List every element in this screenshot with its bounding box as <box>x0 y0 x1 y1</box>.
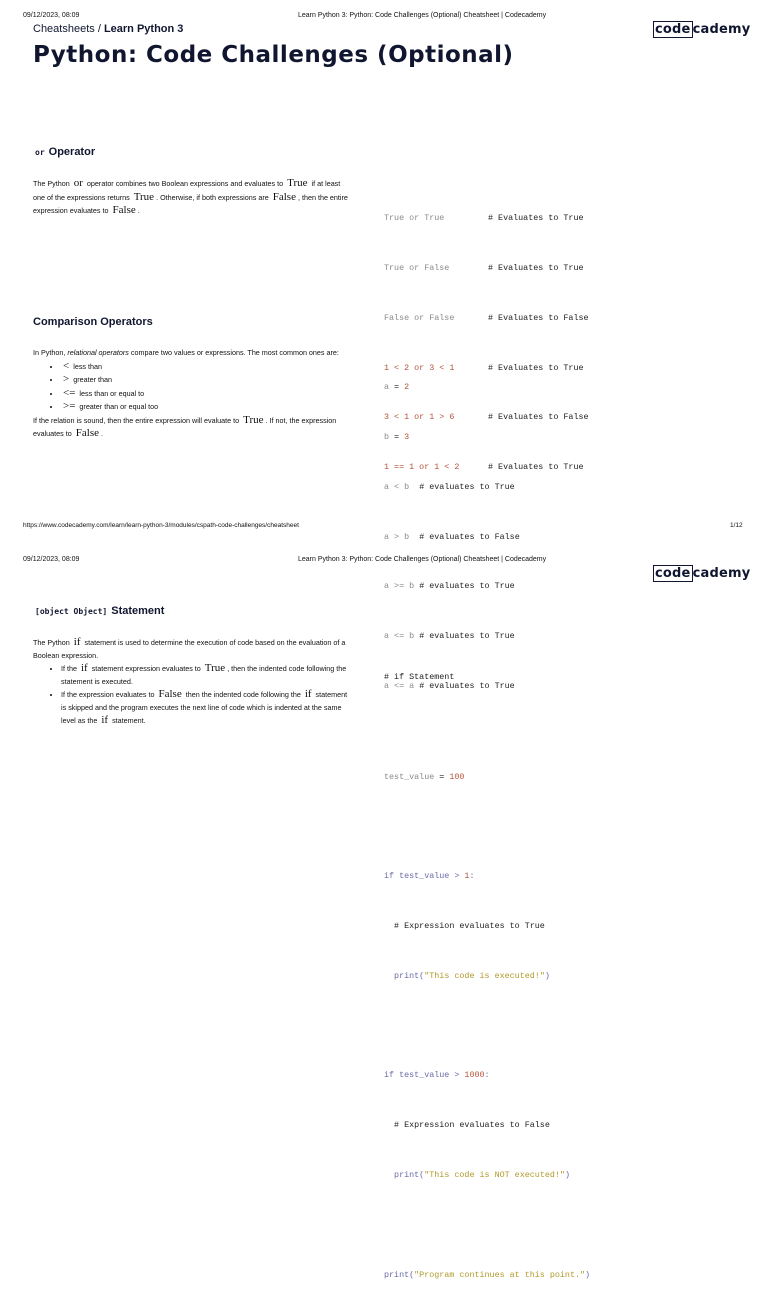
page-title: Python: Code Challenges (Optional) <box>33 42 514 68</box>
section-title-text: Operator <box>48 146 96 158</box>
code-line: 3 < 1 or 1 > 6 # Evaluates to False <box>384 412 589 423</box>
keyword-true: True <box>133 190 155 203</box>
if-rules-list <box>33 662 348 728</box>
section-title-comparison-operators: Comparison Operators <box>33 316 153 328</box>
footer-page-number: 1/12 <box>730 522 743 529</box>
keyword-false: False <box>272 190 296 203</box>
print-doc-title: Learn Python 3: Python: Code Challenges (Optional) Cheatsheet | Codecademy <box>298 556 547 563</box>
keyword-false: False <box>112 204 136 216</box>
logo-code: code <box>655 566 691 581</box>
code-line: if test_value > 1: <box>384 871 475 882</box>
list-item: • <= less than or equal to <box>61 387 348 401</box>
code-line: 1 == 1 or 1 < 2 # Evaluates to True <box>384 462 584 473</box>
list-item: • < less than <box>61 360 348 374</box>
breadcrumb-current[interactable]: Learn Python 3 <box>103 23 184 35</box>
code-line: a <= a # evaluates to True <box>384 680 515 691</box>
list-item: • >= greater than or equal too <box>61 400 348 414</box>
code-line: a > b # evaluates to False <box>384 531 520 542</box>
comparison-operators-description: In Python, relational operators compare two values or expressions. The most common ones are: • < less than • > greater than • <= less than or equal to • >= greater than or equal too If the relation is sound, then the entire expression will evaluate to True . If not, the expression evaluates to False . <box>33 347 348 441</box>
code-line: b = 3 <box>384 431 410 442</box>
keyword-true: True <box>243 413 264 426</box>
section-code-or: or <box>35 148 45 157</box>
breadcrumb-separator: / <box>94 23 104 35</box>
code-line: True or False # Evaluates to True <box>384 262 584 273</box>
keyword-true: True <box>287 177 308 189</box>
footer-url[interactable]: https://www.codecademy.com/learn/learn-python-3/modules/cspath-code-challenges/cheatsheet <box>23 522 299 529</box>
code-line: a <= b # evaluates to True <box>384 631 515 642</box>
section-title-if-statement <box>35 605 164 617</box>
logo-code: code <box>655 22 691 37</box>
code-line: print("Program continues at this point.") <box>384 1269 591 1280</box>
keyword-false: False <box>75 427 99 439</box>
list-item: • > greater than <box>61 373 348 387</box>
code-line: if test_value > 1000: <box>384 1070 490 1081</box>
code-line: a >= b # evaluates to True <box>384 581 515 592</box>
logo-cademy: cademy <box>692 566 751 581</box>
code-line: print("This code is NOT executed!") <box>384 1170 570 1180</box>
code-line: True or True # Evaluates to True <box>384 213 584 224</box>
code-line: # if Statement <box>384 672 455 683</box>
code-line: a = 2 <box>384 382 410 393</box>
print-datetime: 09/12/2023, 08:09 <box>23 556 80 563</box>
code-line: test_value = 100 <box>384 771 465 782</box>
section-code-if: [object Object] <box>35 607 108 616</box>
list-item: • If the if statement expression evaluates to True , then the indented code following the statement is executed. <box>61 662 348 688</box>
code-line: # Expression evaluates to True <box>384 921 545 932</box>
print-doc-title: Learn Python 3: Python: Code Challenges (Optional) Cheatsheet | Codecademy <box>298 12 547 19</box>
if-statement-code-block <box>384 636 590 1316</box>
code-line: print("This code is executed!") <box>384 970 550 981</box>
codecademy-logo[interactable] <box>653 22 750 37</box>
code-line: False or False # Evaluates to False <box>384 312 589 323</box>
or-operator-description: The Python or operator combines two Boolean expressions and evaluates to True if at least one of the expressions returns True . Otherwise, if both expressions are False , then the entire expression evaluates to False . <box>33 177 348 216</box>
codecademy-logo[interactable] <box>653 566 750 581</box>
operator-list <box>33 360 348 414</box>
logo-cademy: cademy <box>692 22 751 37</box>
section-title-or-operator <box>35 146 95 158</box>
section-title-text: Statement <box>111 605 165 617</box>
list-item: • If the expression evaluates to False then the indented code following the if statement is skipped and the program executes the next line of code which is indented at the same level as the if statement. <box>61 688 348 728</box>
code-line: # Expression evaluates to False <box>384 1120 550 1131</box>
keyword-if: if <box>73 636 81 648</box>
breadcrumb-root[interactable]: Cheatsheets <box>33 23 95 35</box>
code-line: 1 < 2 or 3 < 1 # Evaluates to True <box>384 362 584 373</box>
keyword-or: or <box>73 177 83 189</box>
if-statement-description: The Python if statement is used to determine the execution of code based on the evaluation of a Boolean expression. • If the if statement expression evaluates to True , then the indented code following the statement is executed. • If the expression evaluates to False then the indented code following the if statement is skipped and the program executes the next line of code which is indented at the same level as the if statement. <box>33 636 348 728</box>
print-datetime: 09/12/2023, 08:09 <box>23 12 80 19</box>
breadcrumb <box>33 23 183 35</box>
code-line: a < b # evaluates to True <box>384 481 515 492</box>
